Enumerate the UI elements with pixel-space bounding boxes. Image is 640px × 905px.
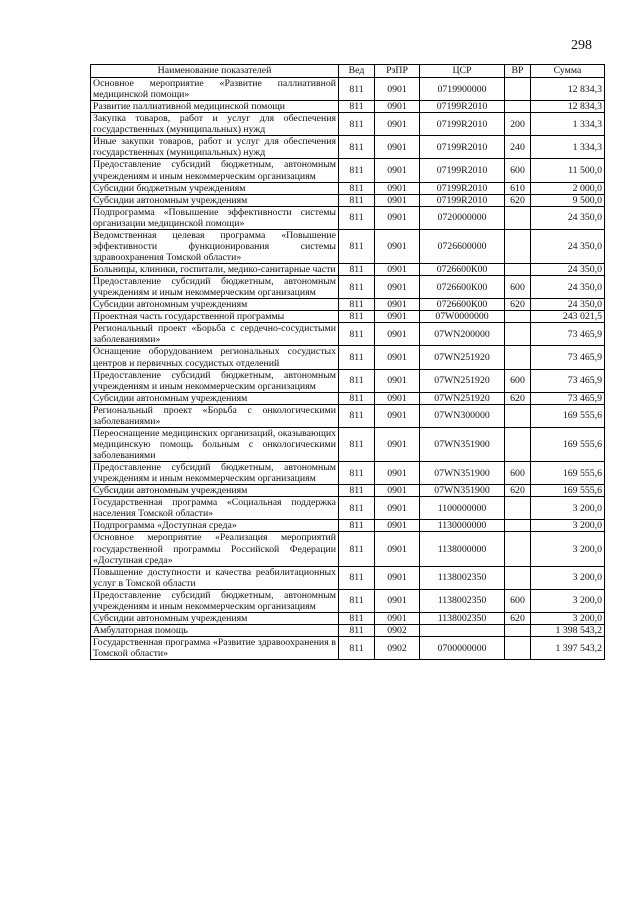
cell-ved: 811 [339, 637, 375, 660]
cell-sum: 2 000,0 [531, 182, 605, 194]
cell-sum: 73 465,9 [531, 369, 605, 392]
page-number: 298 [571, 38, 592, 53]
cell-csr: 07199R2010 [420, 182, 505, 194]
cell-vr: 600 [505, 462, 531, 485]
cell-sum: 24 350,0 [531, 206, 605, 229]
cell-csr: 07199R2010 [420, 194, 505, 206]
cell-ved: 811 [339, 136, 375, 159]
cell-rzpr: 0901 [375, 369, 420, 392]
cell-sum: 169 555,6 [531, 427, 605, 461]
cell-ved: 811 [339, 427, 375, 461]
cell-ved: 811 [339, 229, 375, 263]
cell-sum: 11 500,0 [531, 159, 605, 182]
cell-vr [505, 637, 531, 660]
table-row [91, 392, 605, 404]
cell-csr: 0726600К00 [420, 299, 505, 311]
cell-vr [505, 532, 531, 566]
cell-sum: 12 834,3 [531, 101, 605, 113]
cell-name: Иные закупки товаров, работ и услуг для обеспечения государственных (муниципальных) нужд [91, 136, 339, 159]
cell-rzpr: 0901 [375, 612, 420, 624]
cell-vr: 600 [505, 369, 531, 392]
cell-vr [505, 427, 531, 461]
table-body [91, 78, 605, 660]
cell-csr: 1138002350 [420, 566, 505, 589]
cell-vr: 620 [505, 194, 531, 206]
cell-rzpr: 0901 [375, 182, 420, 194]
cell-csr: 1138002350 [420, 589, 505, 612]
cell-ved: 811 [339, 299, 375, 311]
cell-name: Субсидии автономным учреждениям [91, 299, 339, 311]
table-row [91, 78, 605, 101]
cell-ved: 811 [339, 462, 375, 485]
cell-vr: 620 [505, 612, 531, 624]
cell-csr: 0726600000 [420, 229, 505, 263]
cell-ved: 811 [339, 485, 375, 497]
cell-rzpr: 0901 [375, 485, 420, 497]
cell-sum: 9 500,0 [531, 194, 605, 206]
cell-vr [505, 520, 531, 532]
cell-sum: 24 350,0 [531, 276, 605, 299]
cell-rzpr: 0901 [375, 346, 420, 369]
cell-name: Предоставление субсидий бюджетным, автономным учреждениям и иным некоммерческим организациям [91, 462, 339, 485]
cell-ved: 811 [339, 369, 375, 392]
cell-sum: 169 555,6 [531, 485, 605, 497]
cell-ved: 811 [339, 264, 375, 276]
table-row [91, 264, 605, 276]
column-header-sum: Сумма [531, 65, 605, 78]
table-row [91, 520, 605, 532]
cell-csr: 07WN351900 [420, 485, 505, 497]
cell-csr: 0726600К00 [420, 276, 505, 299]
cell-name: Подпрограмма «Доступная среда» [91, 520, 339, 532]
cell-sum: 3 200,0 [531, 497, 605, 520]
cell-name: Предоставление субсидий бюджетным, автономным учреждениям и иным некоммерческим организациям [91, 276, 339, 299]
table-row [91, 497, 605, 520]
table-row [91, 194, 605, 206]
cell-ved: 811 [339, 532, 375, 566]
table-row [91, 182, 605, 194]
cell-csr: 07WN351900 [420, 462, 505, 485]
cell-csr: 1138002350 [420, 612, 505, 624]
cell-rzpr: 0901 [375, 532, 420, 566]
cell-rzpr: 0901 [375, 427, 420, 461]
table-row [91, 427, 605, 461]
cell-ved: 811 [339, 346, 375, 369]
cell-csr: 07WN351900 [420, 427, 505, 461]
cell-rzpr: 0901 [375, 392, 420, 404]
cell-name: Региональный проект «Борьба с сердечно-сосудистыми заболеваниями» [91, 323, 339, 346]
cell-vr [505, 404, 531, 427]
cell-name: Субсидии автономным учреждениям [91, 612, 339, 624]
cell-name: Предоставление субсидий бюджетным, автономным учреждениям и иным некоммерческим организациям [91, 589, 339, 612]
cell-sum: 243 021,5 [531, 311, 605, 323]
cell-ved: 811 [339, 589, 375, 612]
cell-sum: 3 200,0 [531, 566, 605, 589]
cell-sum: 169 555,6 [531, 462, 605, 485]
column-header-name: Наименование показателей [91, 65, 339, 78]
cell-rzpr: 0901 [375, 229, 420, 263]
cell-sum: 3 200,0 [531, 612, 605, 624]
cell-name: Государственная программа «Развитие здравоохранения в Томской области» [91, 637, 339, 660]
cell-name: Субсидии автономным учреждениям [91, 485, 339, 497]
table-row [91, 276, 605, 299]
cell-name: Переоснащение медицинских организаций, оказывающих медицинскую помощь больным с онкологическими заболеваниями [91, 427, 339, 461]
table-row [91, 299, 605, 311]
cell-csr: 07W0000000 [420, 311, 505, 323]
cell-ved: 811 [339, 323, 375, 346]
cell-sum: 1 334,3 [531, 136, 605, 159]
table-row [91, 113, 605, 136]
cell-sum: 3 200,0 [531, 532, 605, 566]
cell-name: Государственная программа «Социальная поддержка населения Томской области» [91, 497, 339, 520]
cell-vr: 240 [505, 136, 531, 159]
table-row [91, 589, 605, 612]
cell-sum: 169 555,6 [531, 404, 605, 427]
cell-vr: 620 [505, 485, 531, 497]
cell-rzpr: 0901 [375, 462, 420, 485]
cell-csr [420, 624, 505, 636]
cell-ved: 811 [339, 311, 375, 323]
budget-table [90, 64, 605, 660]
table-row [91, 532, 605, 566]
cell-name: Повышение доступности и качества реабилитационных услуг в Томской области [91, 566, 339, 589]
cell-sum: 3 200,0 [531, 520, 605, 532]
cell-ved: 811 [339, 78, 375, 101]
cell-name: Оснащение оборудованием региональных сосудистых центров и первичных сосудистых отделений [91, 346, 339, 369]
table-row [91, 159, 605, 182]
cell-name: Предоставление субсидий бюджетным, автономным учреждениям и иным некоммерческим организациям [91, 159, 339, 182]
cell-rzpr: 0901 [375, 136, 420, 159]
cell-name: Развитие паллиативной медицинской помощи [91, 101, 339, 113]
cell-sum: 12 834,3 [531, 78, 605, 101]
table-row [91, 485, 605, 497]
cell-vr: 600 [505, 159, 531, 182]
cell-rzpr: 0901 [375, 589, 420, 612]
cell-sum: 73 465,9 [531, 392, 605, 404]
cell-sum: 1 397 543,2 [531, 637, 605, 660]
cell-ved: 811 [339, 101, 375, 113]
cell-csr: 07WN251920 [420, 369, 505, 392]
cell-ved: 811 [339, 182, 375, 194]
cell-name: Закупка товаров, работ и услуг для обеспечения государственных (муниципальных) нужд [91, 113, 339, 136]
table-row [91, 404, 605, 427]
cell-csr: 07WN251920 [420, 392, 505, 404]
cell-csr: 1130000000 [420, 520, 505, 532]
cell-name: Субсидии автономным учреждениям [91, 194, 339, 206]
cell-csr: 07199R2010 [420, 113, 505, 136]
cell-vr [505, 206, 531, 229]
cell-csr: 1138000000 [420, 532, 505, 566]
cell-ved: 811 [339, 612, 375, 624]
cell-vr [505, 346, 531, 369]
table-row [91, 311, 605, 323]
cell-csr: 0700000000 [420, 637, 505, 660]
cell-name: Подпрограмма «Повышение эффективности системы организации медицинской помощи» [91, 206, 339, 229]
cell-rzpr: 0901 [375, 264, 420, 276]
cell-vr [505, 264, 531, 276]
cell-ved: 811 [339, 392, 375, 404]
cell-vr: 620 [505, 299, 531, 311]
cell-ved: 811 [339, 206, 375, 229]
cell-ved: 811 [339, 113, 375, 136]
cell-rzpr: 0901 [375, 566, 420, 589]
cell-rzpr: 0901 [375, 311, 420, 323]
cell-rzpr: 0901 [375, 206, 420, 229]
cell-sum: 73 465,9 [531, 323, 605, 346]
cell-rzpr: 0902 [375, 637, 420, 660]
cell-rzpr: 0901 [375, 404, 420, 427]
cell-ved: 811 [339, 194, 375, 206]
cell-vr [505, 624, 531, 636]
table-row [91, 369, 605, 392]
column-header-csr: ЦСР [420, 65, 505, 78]
cell-csr: 07199R2010 [420, 159, 505, 182]
cell-vr [505, 497, 531, 520]
cell-vr [505, 101, 531, 113]
cell-sum: 3 200,0 [531, 589, 605, 612]
cell-sum: 1 334,3 [531, 113, 605, 136]
cell-vr [505, 566, 531, 589]
cell-rzpr: 0901 [375, 194, 420, 206]
cell-rzpr: 0901 [375, 520, 420, 532]
table-row [91, 566, 605, 589]
table-row [91, 346, 605, 369]
cell-vr: 600 [505, 589, 531, 612]
cell-name: Проектная часть государственной программы [91, 311, 339, 323]
cell-name: Предоставление субсидий бюджетным, автономным учреждениям и иным некоммерческим организациям [91, 369, 339, 392]
cell-name: Основное мероприятие «Реализация мероприятий государственной программы Российской Федерации «Доступная среда» [91, 532, 339, 566]
cell-vr [505, 311, 531, 323]
column-header-vr: ВР [505, 65, 531, 78]
column-header-rzpr: РзПР [375, 65, 420, 78]
table-row [91, 462, 605, 485]
cell-rzpr: 0901 [375, 101, 420, 113]
cell-csr: 0719900000 [420, 78, 505, 101]
cell-ved: 811 [339, 520, 375, 532]
cell-vr [505, 229, 531, 263]
cell-csr: 0720000000 [420, 206, 505, 229]
cell-rzpr: 0901 [375, 276, 420, 299]
cell-name: Больницы, клиники, госпитали, медико-санитарные части [91, 264, 339, 276]
cell-ved: 811 [339, 566, 375, 589]
cell-rzpr: 0901 [375, 323, 420, 346]
cell-ved: 811 [339, 404, 375, 427]
cell-vr: 200 [505, 113, 531, 136]
cell-name: Ведомственная целевая программа «Повышение эффективности функционирования системы здравоохранения Томской области» [91, 229, 339, 263]
cell-csr: 07199R2010 [420, 101, 505, 113]
table-header-row [91, 65, 605, 78]
cell-csr: 07WN200000 [420, 323, 505, 346]
cell-sum: 73 465,9 [531, 346, 605, 369]
cell-csr: 0726600К00 [420, 264, 505, 276]
cell-rzpr: 0902 [375, 624, 420, 636]
cell-ved: 811 [339, 497, 375, 520]
cell-rzpr: 0901 [375, 159, 420, 182]
cell-sum: 24 350,0 [531, 264, 605, 276]
cell-vr [505, 78, 531, 101]
table-row [91, 206, 605, 229]
cell-rzpr: 0901 [375, 113, 420, 136]
column-header-ved: Вед [339, 65, 375, 78]
cell-rzpr: 0901 [375, 78, 420, 101]
cell-sum: 1 398 543,2 [531, 624, 605, 636]
cell-name: Субсидии автономным учреждениям [91, 392, 339, 404]
cell-sum: 24 350,0 [531, 229, 605, 263]
cell-csr: 07WN300000 [420, 404, 505, 427]
cell-csr: 07WN251920 [420, 346, 505, 369]
cell-ved: 811 [339, 276, 375, 299]
cell-vr: 620 [505, 392, 531, 404]
cell-vr [505, 323, 531, 346]
cell-vr: 600 [505, 276, 531, 299]
table-row [91, 101, 605, 113]
cell-csr: 07199R2010 [420, 136, 505, 159]
cell-name: Основное мероприятие «Развитие паллиативной медицинской помощи» [91, 78, 339, 101]
cell-ved: 811 [339, 159, 375, 182]
cell-rzpr: 0901 [375, 299, 420, 311]
cell-rzpr: 0901 [375, 497, 420, 520]
cell-name: Амбулаторная помощь [91, 624, 339, 636]
table-row [91, 612, 605, 624]
cell-csr: 1100000000 [420, 497, 505, 520]
cell-ved: 811 [339, 624, 375, 636]
table-row [91, 323, 605, 346]
table-row [91, 637, 605, 660]
cell-vr: 610 [505, 182, 531, 194]
table-row [91, 624, 605, 636]
table-row [91, 136, 605, 159]
cell-name: Субсидии бюджетным учреждениям [91, 182, 339, 194]
cell-name: Региональный проект «Борьба с онкологическими заболеваниями» [91, 404, 339, 427]
cell-sum: 24 350,0 [531, 299, 605, 311]
table-row [91, 229, 605, 263]
